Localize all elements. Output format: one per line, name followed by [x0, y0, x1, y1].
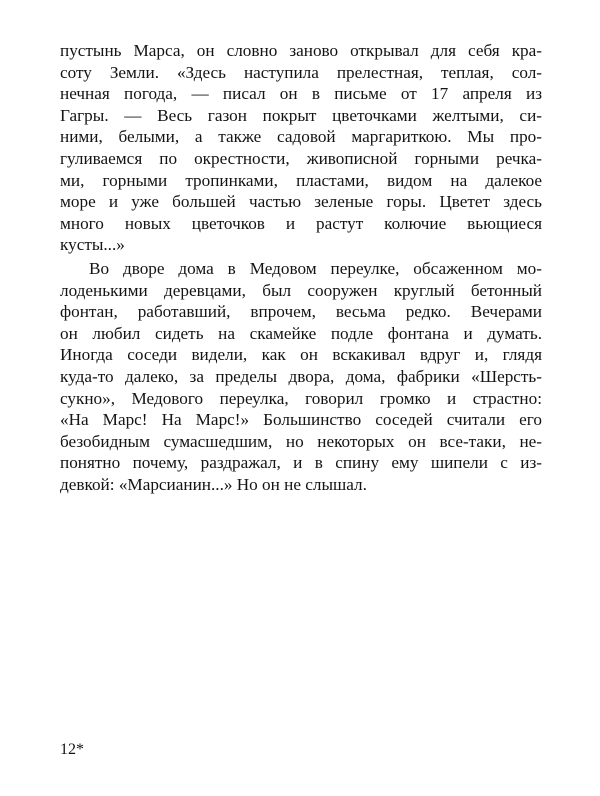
text-line: Гагры. — Весь газон покрыт цветочками желтыми, си- [60, 105, 542, 125]
text-line: ними, белыми, а также садовой маргариткою. Мы про- [60, 127, 542, 147]
text-line: много новых цветочков и растут колючие вьющиеся [60, 213, 542, 233]
text-line: сукно», Медового переулка, говорил громко и страстно: [60, 388, 542, 408]
text-line: понятно почему, раздражал, и в спину ему шипели с из- [60, 453, 542, 473]
page-text [60, 40, 542, 495]
text-line: море и уже большей частью зеленые горы. Цветет здесь [60, 192, 542, 212]
text-line: «На Марс! На Марс!» Большинство соседей считали его [60, 410, 542, 430]
text-line: соту Земли. «Здесь наступила прелестная, теплая, сол- [60, 62, 542, 82]
text-line: безобидным сумасшедшим, но некоторых он все-таки, не- [60, 431, 542, 451]
text-line: нечная погода, — писал он в письме от 17 апреля из [60, 84, 542, 104]
text-line: Иногда соседи видели, как он вскакивал вдруг и, глядя [60, 345, 542, 365]
text-line: куда-то далеко, за пределы двора, дома, фабрики «Шерсть- [60, 366, 542, 386]
text-line: кусты...» [60, 235, 125, 255]
text-line: он любил сидеть на скамейке подле фонтана и думать. [60, 323, 542, 343]
text-line: гуливаемся по окрестности, живописной горными речка- [60, 148, 542, 168]
paragraph-2 [60, 258, 542, 496]
text-line: ми, горными тропинками, пластами, видом на далекое [60, 170, 542, 190]
text-line: лоденькими деревцами, был сооружен круглый бетонный [60, 280, 542, 300]
paragraph-1 [60, 40, 542, 256]
text-line: Во дворе дома в Медовом переулке, обсаженном мо- [89, 258, 542, 278]
text-line: девкой: «Марсианин...» Но он не слышал. [60, 474, 367, 494]
page-number: 12* [60, 741, 84, 758]
text-line: пустынь Марса, он словно заново открывал для себя кра- [60, 41, 542, 60]
text-line: фонтан, работавший, впрочем, весьма редко. Вечерами [60, 302, 542, 322]
